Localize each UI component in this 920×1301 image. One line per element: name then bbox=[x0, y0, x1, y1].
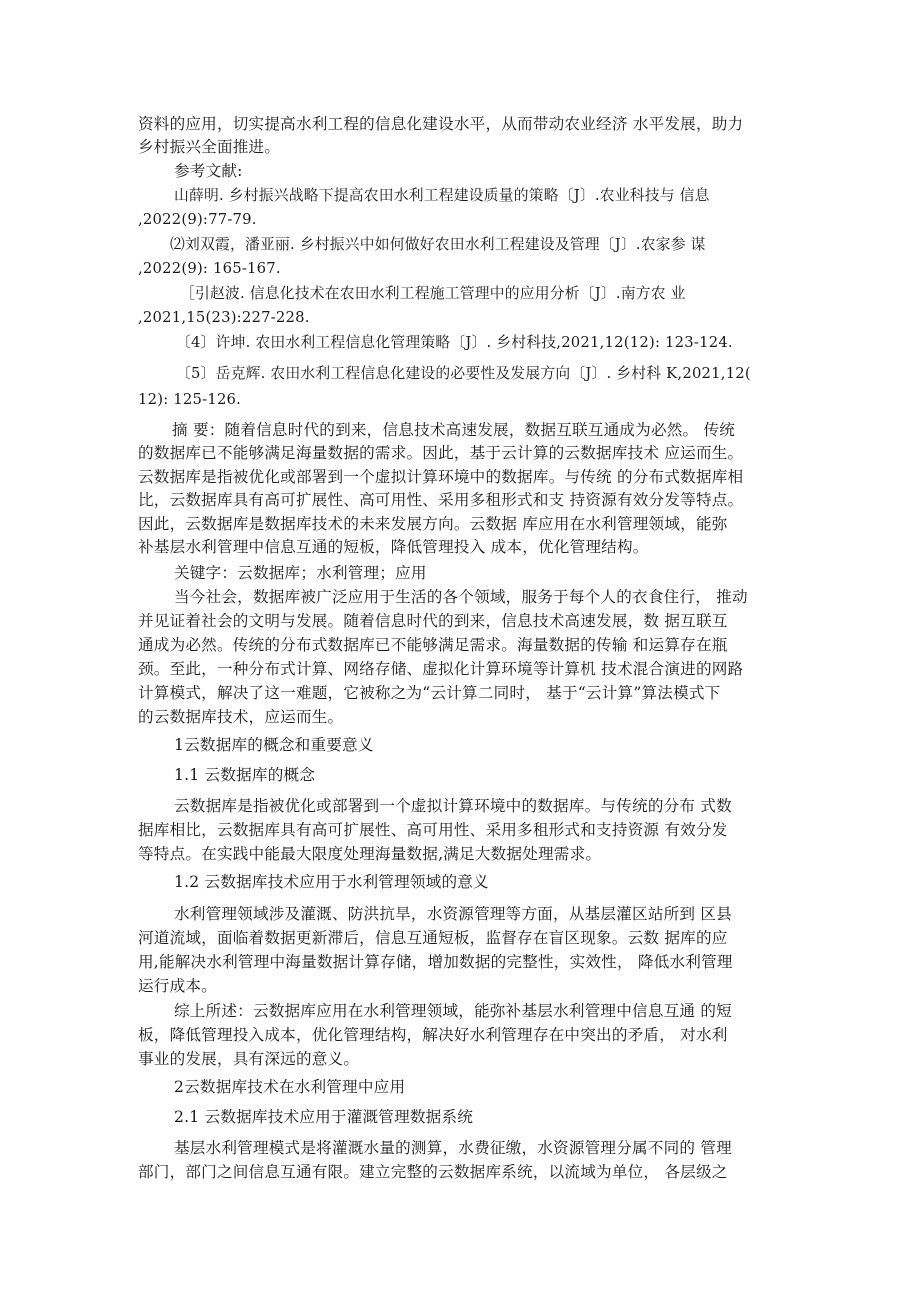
reference-line: 山薛明. 乡村振兴战略下提高农田水利工程建设质量的策略〔J〕.农业科技与 信息 bbox=[174, 187, 710, 204]
body-line: 板，降低管理投入成本，优化管理结构，解决好水利管理存在中突出的矛盾， 对水利 bbox=[138, 1026, 728, 1044]
body-line: 用,能解决水利管理中海量数据计算存储，增加数据的完整性，实效性， 降低水利管理 bbox=[138, 953, 733, 971]
subsection-heading: 1.1 云数据库的概念 bbox=[174, 766, 316, 784]
reference-line: 〔5〕岳克辉. 农田水利工程信息化建设的必要性及发展方向〔J〕. 乡村科 K,2021,12( bbox=[176, 365, 751, 382]
body-line: 计算模式，解决了这一难题，它被称之为“云计算二同时， 基于“云计算”算法模式下 bbox=[138, 684, 721, 702]
reference-line: ,2022(9): 165-167. bbox=[138, 260, 281, 277]
reference-line: ,2021,15(23):227-228. bbox=[138, 309, 310, 326]
body-line: 部门，部门之间信息互通有限。建立完整的云数据库系统，以流域为单位， 各层级之 bbox=[138, 1163, 728, 1181]
body-line: 通成为必然。传统的分布式数据库已不能够满足需求。海量数据的传输 和运算存在瓶 bbox=[138, 636, 728, 654]
body-line: 水利管理领域涉及灌溉、防洪抗旱，水资源管理等方面，从基层灌区站所到 区县 bbox=[174, 905, 732, 923]
abstract-line: 的数据库已不能够满足海量数据的需求。因此，基于云计算的云数据库技术 应运而生。 bbox=[138, 444, 744, 462]
reference-line: 〔4〕许坤. 农田水利工程信息化管理策略〔J〕. 乡村科技,2021,12(12): 123-124. bbox=[176, 334, 733, 351]
subsection-heading: 2.1 云数据库技术应用于灌溉管理数据系统 bbox=[174, 1108, 474, 1126]
text-line: 资料的应用，切实提高水利工程的信息化建设水平，从而带动农业经济 水平发展，助力 bbox=[138, 115, 744, 133]
body-line: 颈。至此，一种分布式计算、网络存储、虚拟化计算环境等计算机 技术混合演进的网路 bbox=[138, 660, 744, 678]
reference-line: 12): 125-126. bbox=[138, 391, 242, 408]
body-line: 当今社会，数据库被广泛应用于生活的各个领域，服务于每个人的衣食住行， 推动 bbox=[174, 588, 748, 606]
body-line: 河道流域，面临着数据更新滞后，信息互通短板，监督存在盲区现象。云数 据库的应 bbox=[138, 929, 728, 947]
body-line: 基层水利管理模式是将灌溉水量的测算，水费征缴，水资源管理分属不同的 管理 bbox=[174, 1139, 732, 1157]
body-line: 的云数据库技术，应运而生。 bbox=[138, 708, 344, 726]
body-line: 并见证着社会的文明与发展。随着信息时代的到来，信息技术高速发展，数 据互联互 bbox=[138, 612, 728, 630]
body-line: 运行成本。 bbox=[138, 977, 217, 995]
text-line: 乡村振兴全面推进。 bbox=[138, 138, 281, 156]
body-line: 等特点。在实践中能最大限度处理海量数据,满足大数据处理需求。 bbox=[138, 845, 602, 863]
reference-line: ［引赵波. 信息化技术在农田水利工程施工管理中的应用分析〔J〕.南方农 业 bbox=[180, 285, 686, 302]
references-heading: 参考文献: bbox=[174, 162, 243, 180]
section-heading: 2云数据库技术在水利管理中应用 bbox=[174, 1078, 406, 1096]
body-line: 据库相比，云数据库具有高可扩展性、高可用性、采用多租形式和支持资源 有效分发 bbox=[138, 821, 728, 839]
abstract-line: 补基层水利管理中信息互通的短板，降低管理投入 成本，优化管理结构。 bbox=[138, 538, 649, 556]
abstract-line: 云数据库是指被优化或部署到一个虚拟计算环境中的数据库。与传统 的分布式数据库相 bbox=[138, 468, 744, 486]
body-line: 综上所述：云数据库应用在水利管理领域，能弥补基层水利管理中信息互通 的短 bbox=[174, 1002, 732, 1020]
section-heading: 1云数据库的概念和重要意义 bbox=[174, 736, 374, 754]
abstract-line: 因此，云数据库是数据库技术的未来发展方向。云数据 库应用在水利管理领域，能弥 bbox=[138, 515, 728, 533]
abstract-line: 比，云数据库具有高可扩展性、高可用性、采用多租形式和支 持资源有效分发等特点。 bbox=[138, 491, 744, 509]
body-line: 云数据库是指被优化或部署到一个虚拟计算环境中的数据库。与传统的分布 式数 bbox=[174, 797, 732, 815]
abstract-line: 摘 要：随着信息时代的到来，信息技术高速发展，数据互联互通成为必然。 传统 bbox=[172, 421, 736, 439]
body-line: 事业的发展，具有深远的意义。 bbox=[138, 1050, 360, 1068]
reference-line: ,2022(9):77-79. bbox=[138, 211, 257, 228]
keywords: 关键字：云数据库；水利管理；应用 bbox=[174, 564, 427, 582]
reference-line: ⑵刘双霞，潘亚丽. 乡村振兴中如何做好农田水利工程建设及管理〔J〕.农家参 谋 bbox=[170, 236, 706, 253]
subsection-heading: 1.2 云数据库技术应用于水利管理领域的意义 bbox=[174, 873, 489, 891]
